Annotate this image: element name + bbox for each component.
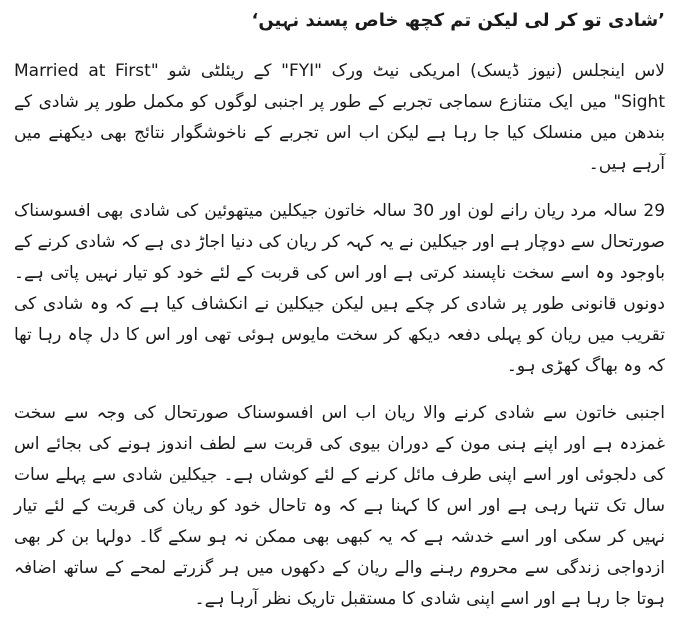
article-paragraph-2: 29 سالہ مرد ریان رانے لون اور 30 سالہ خاتون جیکلین میتھوئین کی شادی بھی افسوسناک صورتحال سے دوچار ہے اور جیکلین نے یہ کہہ کر ریان کی دنیا اجاڑ دی ہے کہ شادی کرنے کے باوجود وہ اسے سخت ناپسند کرتی ہے اور اس کی قربت کے لئے خود کو تیار نہیں پاتی ہے۔ دونوں قانونی طور پر شادی کر چکے ہیں لیکن جیکلین نے انکشاف کیا ہے کہ وہ شادی کی تقریب میں ریان کو پہلی دفعہ دیکھ کر سخت مایوس ہوئی تھی اور اس کا دل چاہ رہا تھا کہ وہ بھاگ کھڑی ہو۔ <box>14 201 666 376</box>
article-paragraph-1: لاس اینجلس (نیوز ڈیسک) امریکی نیٹ ورک "FYI" کے ریئلٹی شو "Married at First Sight" میں ایک متنازع سماجی تجربے کے طور پر اجنبی لوگوں کو مکمل طور پر شادی کے بندھن میں منسلک کیا جا رہا ہے لیکن اب اس تجربے کے ناخوشگوار نتائج بھی دیکھنے میں آرہے ہیں۔ <box>14 61 665 174</box>
article-paragraph-3: اجنبی خاتون سے شادی کرنے والا ریان اب اس افسوسناک صورتحال کی وجہ سے سخت غمزدہ ہے اور اپنے ہنی مون کے دوران بیوی کی قربت سے لطف اندوز ہونے کی بجائے اس کی دلجوئی اور اسے اپنی طرف مائل کرنے کے لئے کوشاں ہے۔ جیکلین شادی سے پہلے سات سال تک تنہا رہی ہے اور اس کا کہنا ہے کہ وہ تاحال خود کو ریان کی قربت کے لئے تیار نہیں کر سکی اور اسے خدشہ ہے کہ یہ کبھی بھی ممکن نہ ہو سکے گا۔ دولہا بن کر بھی ازدواجی زندگی سے محروم رہنے والے ریان کے دکھوں میں ہر گزرتے لمحے کے ساتھ اضافہ ہوتا جا رہا ہے اور اسے اپنی شادی کا مستقبل تاریک نظر آرہا ہے۔ <box>14 403 665 609</box>
article-headline: ’شادی تو کر لی لیکن تم کچھ خاص پسند نہیں‘ <box>251 10 665 31</box>
news-article <box>14 6 665 631</box>
